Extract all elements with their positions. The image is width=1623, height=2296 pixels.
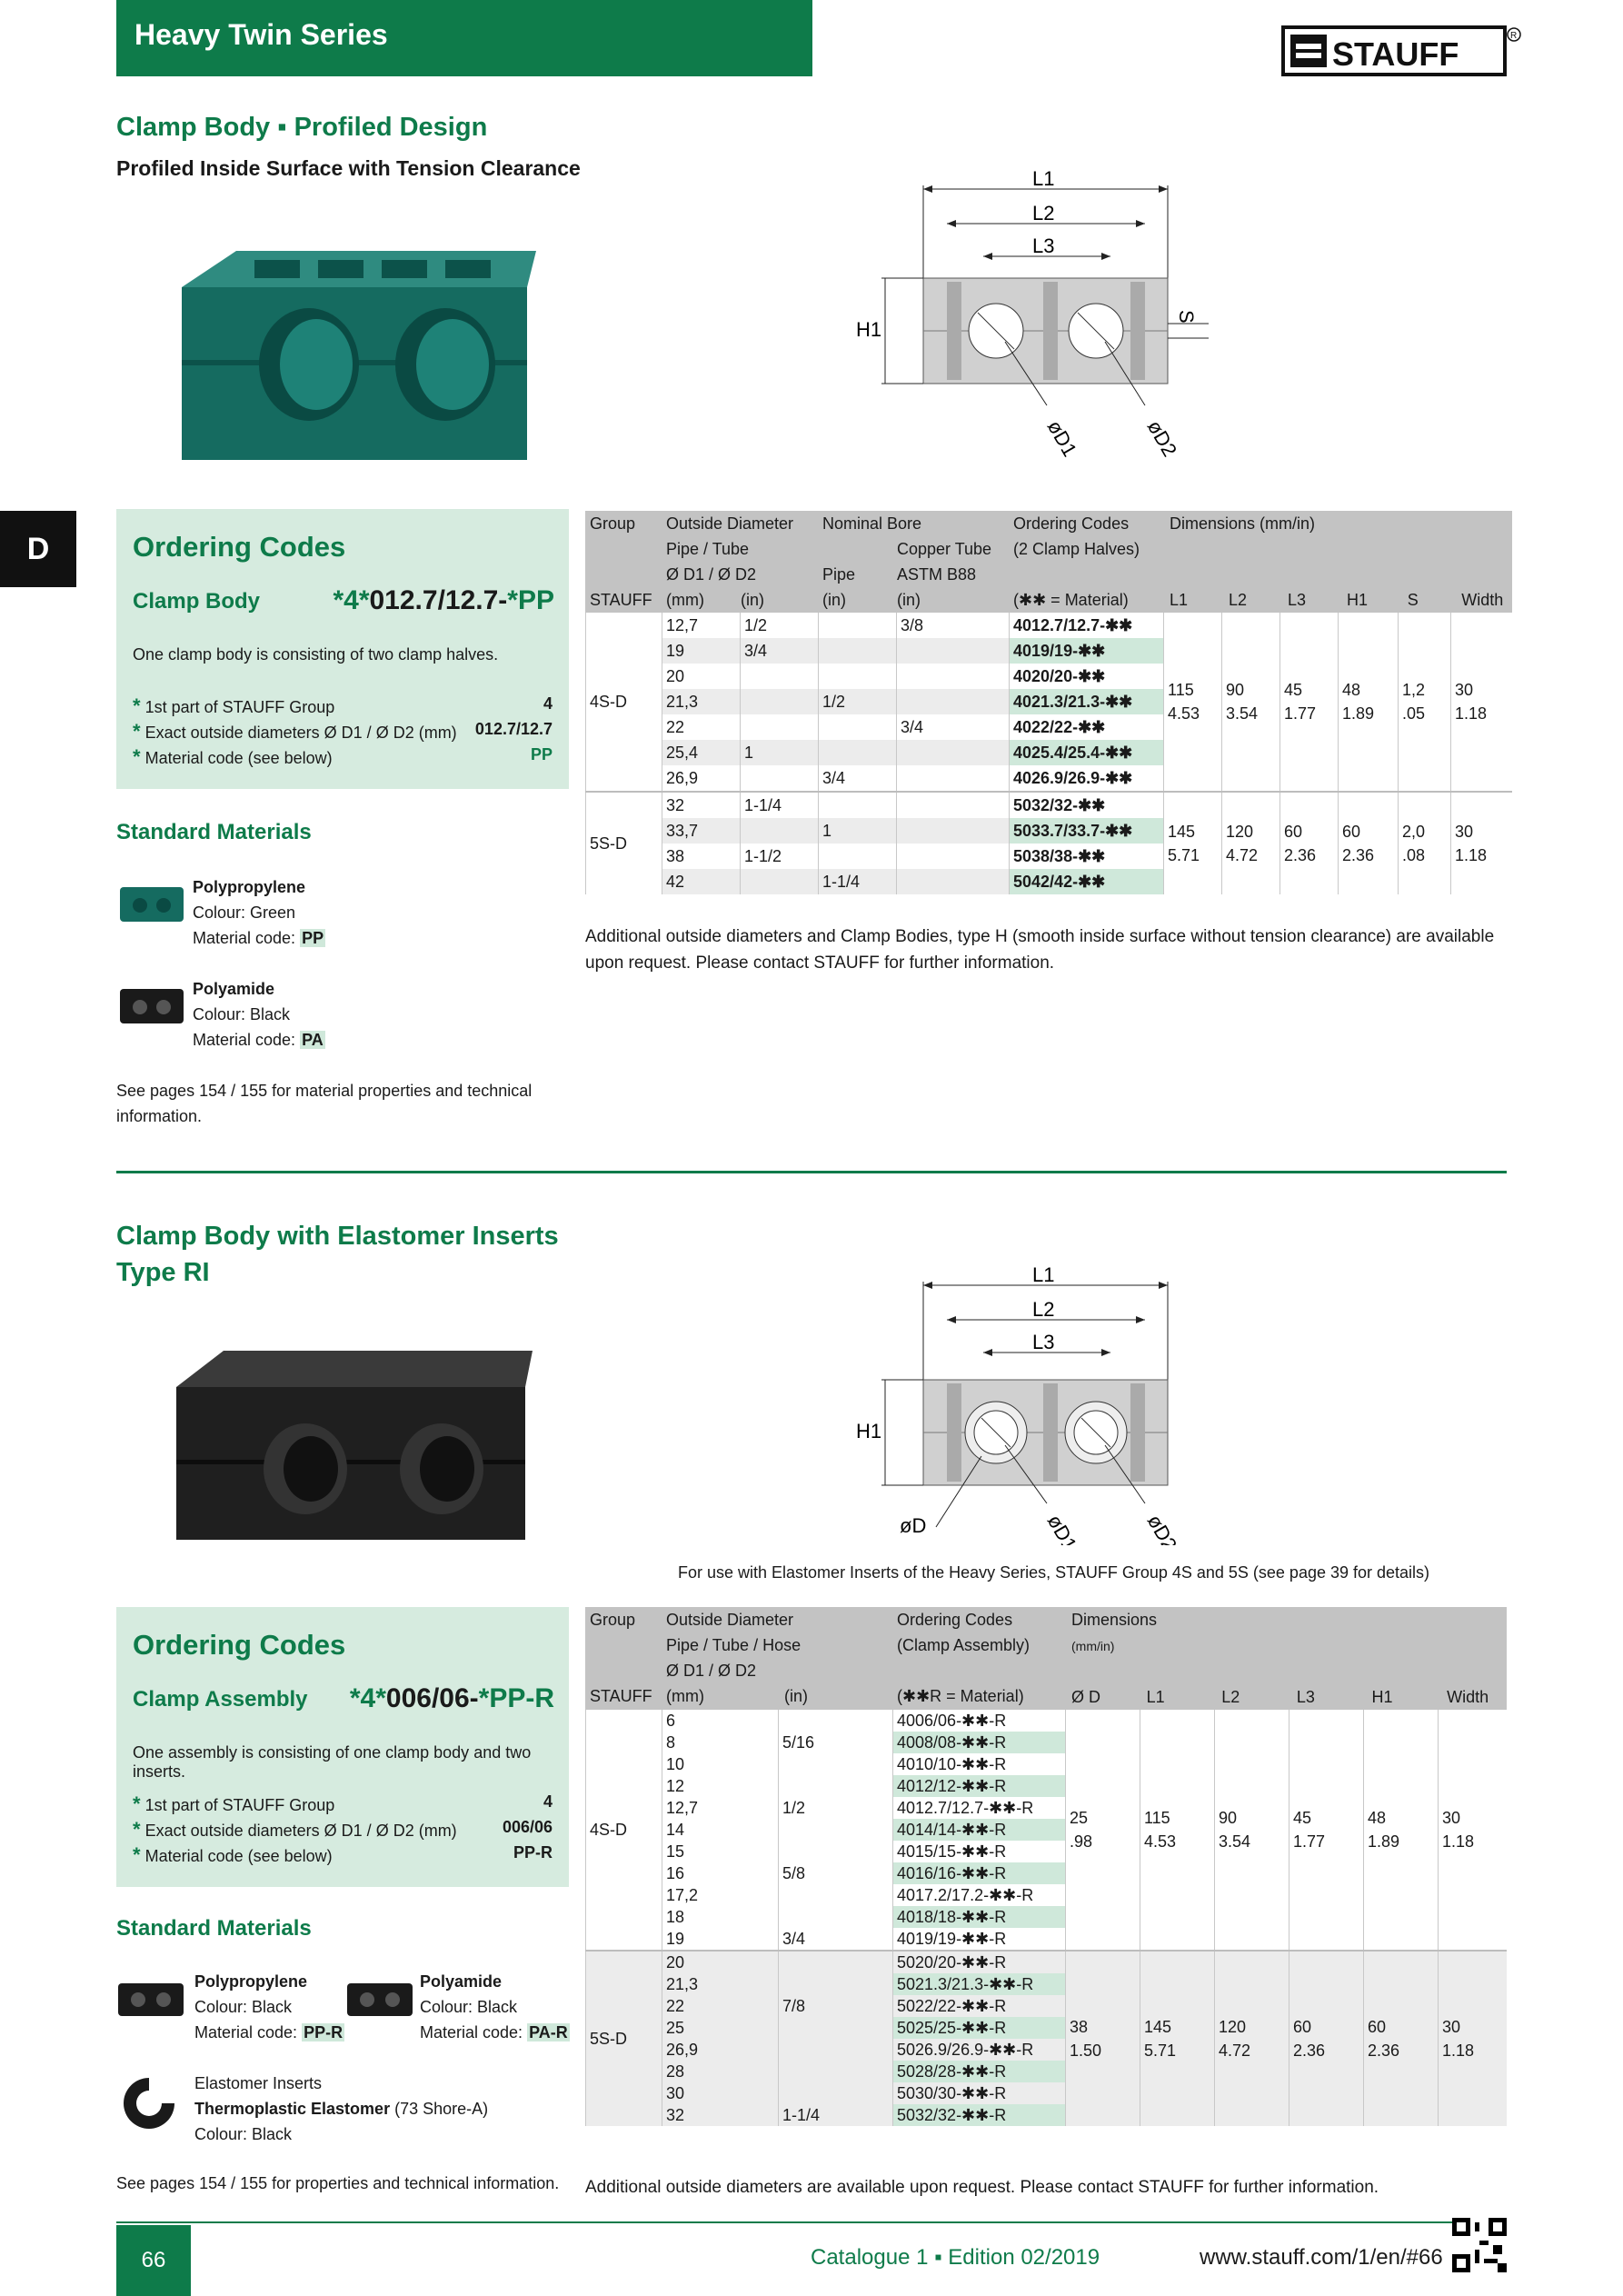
ordering-code-cell: 5028/28-✱✱-R: [893, 2061, 1066, 2082]
cell-in: [779, 1775, 893, 1797]
ordering-code-cell: 5021.3/21.3-✱✱-R: [893, 1973, 1066, 1995]
svg-text:S: S: [1175, 310, 1198, 324]
svg-text:øD1: øD1: [1042, 1511, 1082, 1545]
cell-mm: 25,4: [662, 740, 741, 765]
ordering-code-cell: 5032/32-✱✱-R: [893, 2104, 1066, 2126]
cell-ct: [897, 740, 1010, 765]
dim-H1: 60 2.36: [1339, 792, 1399, 894]
clamp-body-label: Clamp Body: [133, 589, 261, 614]
cell-pipe: 1-1/4: [819, 869, 897, 894]
table-row: [586, 613, 1512, 638]
cell-in: [741, 765, 819, 792]
dim-W: 30 1.18: [1439, 1951, 1507, 2126]
cell-in: [741, 869, 819, 894]
ordering-code-cell: 4019/19-✱✱: [1010, 638, 1164, 664]
cell-ct: [897, 792, 1010, 818]
group-cell: 5S-D: [586, 1951, 662, 2126]
cell-ct: 3/8: [897, 613, 1010, 638]
clamp-assembly-ri-image: [169, 1333, 542, 1555]
th-group: Group STAUFF: [586, 511, 662, 613]
section1-title: Clamp Body ▪ Profiled Design: [116, 113, 488, 142]
cell-ct: [897, 869, 1010, 894]
page-number: 66: [116, 2225, 191, 2296]
cell-mm: 28: [662, 2061, 779, 2082]
elastomer-insert-text: Elastomer Inserts Thermoplastic Elastomer (73 Shore-A) Colour: Black: [194, 2074, 489, 2143]
dim-L3: 60 2.36: [1280, 792, 1339, 894]
svg-text:øD: øD: [900, 1514, 927, 1537]
section1-subtitle: Profiled Inside Surface with Tension Clearance: [116, 156, 581, 180]
ordering-code-cell: 4016/16-✱✱-R: [893, 1862, 1066, 1884]
cell-in: 5/8: [779, 1862, 893, 1884]
dim-L2: 90 3.54: [1215, 1710, 1289, 1951]
cell-pipe: [819, 844, 897, 869]
cell-in: [779, 1951, 893, 1973]
cell-in: [779, 1906, 893, 1928]
cell-in: 3/4: [779, 1928, 893, 1951]
pp-material-text: Polypropylene Colour: Green Material code: PP: [193, 878, 324, 947]
ordering-code-example: *4*012.7/12.7-*PP: [333, 585, 554, 615]
cell-mm: 8: [662, 1732, 779, 1753]
th2-outside-diameter: Outside Diameter Pipe / Tube / Hose Ø D1 / Ø D2 (mm) (in): [662, 1607, 893, 1710]
cell-in: 5/16: [779, 1732, 893, 1753]
dim-D: 25 .98: [1066, 1710, 1140, 1951]
cell-in: 1-1/4: [779, 2104, 893, 2126]
cell-pipe: [819, 613, 897, 638]
cell-ct: [897, 844, 1010, 869]
ordering2-line-3: * Material code (see below) PP-R: [133, 1843, 553, 1866]
dim-S: 2,0 .08: [1399, 792, 1451, 894]
section2-type: Type RI: [116, 1258, 210, 1287]
cell-mm: 17,2: [662, 1884, 779, 1906]
dim-L1: 115 4.53: [1140, 1710, 1215, 1951]
cell-ct: [897, 689, 1010, 714]
cell-pipe: [819, 638, 897, 664]
ordering-code-cell: 5033.7/33.7-✱✱: [1010, 818, 1164, 844]
ordering-codes-box-2: [116, 1607, 569, 1887]
ordering-code-cell: 4025.4/25.4-✱✱: [1010, 740, 1164, 765]
qr-code-icon[interactable]: [1452, 2218, 1507, 2277]
pp-r-material-text: Polypropylene Colour: Black Material code: PP-R: [194, 1972, 344, 2041]
th-ordering-codes: Ordering Codes (2 Clamp Halves) (✱✱ = Material): [1010, 511, 1164, 613]
ordering-codes-box-1: [116, 509, 569, 789]
cell-in: [741, 664, 819, 689]
footer-url[interactable]: www.stauff.com/1/en/#66: [1200, 2245, 1443, 2270]
cell-ct: [897, 664, 1010, 689]
cell-mm: 38: [662, 844, 741, 869]
cell-in: 1/2: [741, 613, 819, 638]
dim-H1: 48 1.89: [1364, 1710, 1439, 1951]
additional-note-2: Additional outside diameters are available upon request. Please contact STAUFF for further information.: [585, 2178, 1379, 2197]
cell-mm: 20: [662, 1951, 779, 1973]
cell-mm: 18: [662, 1906, 779, 1928]
ordering-desc-2: One assembly is consisting of one clamp body and two inserts.: [133, 1743, 532, 1781]
cell-mm: 22: [662, 714, 741, 740]
dim-H1: 60 2.36: [1364, 1951, 1439, 2126]
svg-text:L1: L1: [1032, 167, 1055, 190]
spec-table-elastomer: [585, 1607, 1507, 2126]
ordering-code-cell: 4019/19-✱✱-R: [893, 1928, 1066, 1951]
cell-mm: 26,9: [662, 2039, 779, 2061]
th2-group: Group STAUFF: [586, 1607, 662, 1710]
ordering-line-3: * Material code (see below) PP: [133, 745, 553, 768]
dim-S: 1,2 .05: [1399, 613, 1451, 792]
svg-text:L1: L1: [1032, 1263, 1055, 1286]
dim-L2: 90 3.54: [1222, 613, 1280, 792]
dim-W: 30 1.18: [1451, 613, 1512, 792]
section2-title: Clamp Body with Elastomer Inserts: [116, 1222, 559, 1251]
footer-divider: [116, 2221, 1507, 2223]
catalogue-edition: Catalogue 1 ▪ Edition 02/2019: [811, 2245, 1100, 2270]
ordering-code-cell: 4010/10-✱✱-R: [893, 1753, 1066, 1775]
cell-mm: 30: [662, 2082, 779, 2104]
cell-mm: 32: [662, 792, 741, 818]
svg-text:L2: L2: [1032, 202, 1055, 225]
clamp-body-pp-image: [173, 233, 554, 474]
standard-materials-title-1: Standard Materials: [116, 820, 312, 844]
dim-D: 38 1.50: [1066, 1951, 1140, 2126]
ordering-code-cell: 5020/20-✱✱-R: [893, 1951, 1066, 1973]
cell-in: 1-1/4: [741, 792, 819, 818]
cell-mm: 12,7: [662, 613, 741, 638]
dim-L3: 60 2.36: [1289, 1951, 1364, 2126]
dim-W: 30 1.18: [1451, 792, 1512, 894]
dim-W: 30 1.18: [1439, 1710, 1507, 1951]
table-row: [586, 792, 1512, 818]
ordering-code-cell: 4026.9/26.9-✱✱: [1010, 765, 1164, 792]
ordering-codes-title: Ordering Codes: [133, 531, 346, 563]
svg-text:H1: H1: [856, 1420, 882, 1442]
cell-mm: 22: [662, 1995, 779, 2017]
cell-in: 7/8: [779, 1995, 893, 2017]
see-pages-note-1: See pages 154 / 155 for material properties and technical information.: [116, 1082, 533, 1125]
cell-in: [779, 2082, 893, 2104]
ordering-code-cell: 4012.7/12.7-✱✱: [1010, 613, 1164, 638]
cell-mm: 26,9: [662, 765, 741, 792]
th-dimensions: Dimensions (mm/in) L1 L2 L3 H1 S Width: [1164, 511, 1512, 613]
ordering-codes-title-2: Ordering Codes: [133, 1629, 346, 1661]
cell-mm: 25: [662, 2017, 779, 2039]
cell-mm: 12: [662, 1775, 779, 1797]
cell-in: [779, 1973, 893, 1995]
cell-pipe: 3/4: [819, 765, 897, 792]
svg-text:H1: H1: [856, 318, 882, 341]
ordering-code-cell: 5022/22-✱✱-R: [893, 1995, 1066, 2017]
pp-material-icon: [118, 880, 187, 930]
dim-L3: 45 1.77: [1289, 1710, 1364, 1951]
cell-pipe: 1/2: [819, 689, 897, 714]
dim-L2: 120 4.72: [1215, 1951, 1289, 2126]
ordering-code-cell: 4017.2/17.2-✱✱-R: [893, 1884, 1066, 1906]
pa-material-text: Polyamide Colour: Black Material code: PA: [193, 980, 324, 1049]
cell-in: [741, 714, 819, 740]
ordering-code-cell: 4014/14-✱✱-R: [893, 1819, 1066, 1841]
svg-text:øD2: øD2: [1142, 1511, 1182, 1545]
cell-in: [779, 1841, 893, 1862]
section-divider: [116, 1171, 1507, 1173]
cell-pipe: [819, 792, 897, 818]
cell-in: 3/4: [741, 638, 819, 664]
ordering-desc: One clamp body is consisting of two clamp halves.: [133, 645, 499, 664]
th-outside-diameter: Outside Diameter Pipe / Tube Ø D1 / Ø D2 (mm) (in): [662, 511, 819, 613]
dim-H1: 48 1.89: [1339, 613, 1399, 792]
th-nominal-bore: Nominal Bore Copper Tube Pipe ASTM B88 (in) (in): [819, 511, 1010, 613]
cell-in: [779, 2061, 893, 2082]
cell-in: [741, 818, 819, 844]
th2-dimensions: Dimensions (mm/in) Ø D L1 L2 L3 H1 Width: [1066, 1607, 1507, 1710]
svg-text:L2: L2: [1032, 1298, 1055, 1321]
section-tab[interactable]: D: [0, 511, 76, 587]
cell-in: [779, 1884, 893, 1906]
pa-material-icon: [118, 982, 187, 1032]
group-cell: 4S-D: [586, 613, 662, 792]
ordering-lines: [133, 694, 553, 771]
table-row: [586, 1710, 1507, 1732]
svg-text:øD2: øD2: [1142, 416, 1182, 460]
clamp-assembly-label: Clamp Assembly: [133, 1687, 308, 1712]
cell-in: [779, 1819, 893, 1841]
cell-pipe: [819, 664, 897, 689]
svg-text:STAUFF: STAUFF: [1332, 35, 1459, 73]
spec-table-profiled: [585, 511, 1512, 894]
group-cell: 5S-D: [586, 792, 662, 894]
dim-L1: 145 5.71: [1140, 1951, 1215, 2126]
th2-ordering-codes: Ordering Codes (Clamp Assembly) (✱✱R = Material): [893, 1607, 1066, 1710]
cell-mm: 21,3: [662, 689, 741, 714]
cell-mm: 10: [662, 1753, 779, 1775]
ordering2-line-2: * Exact outside diameters Ø D1 / Ø D2 (mm) 006/06: [133, 1818, 553, 1841]
cell-pipe: 1: [819, 818, 897, 844]
cell-mm: 19: [662, 1928, 779, 1951]
dim-L3: 45 1.77: [1280, 613, 1339, 792]
svg-text:R: R: [1510, 31, 1518, 41]
ordering-code-cell: 4020/20-✱✱: [1010, 664, 1164, 689]
ordering-code-cell: 4012.7/12.7-✱✱-R: [893, 1797, 1066, 1819]
ordering-code-cell: 4018/18-✱✱-R: [893, 1906, 1066, 1928]
dim-L1: 145 5.71: [1164, 792, 1222, 894]
cell-in: [741, 689, 819, 714]
elastomer-insert-icon: [116, 2071, 182, 2141]
ordering-code-cell: 4022/22-✱✱: [1010, 714, 1164, 740]
cell-mm: 12,7: [662, 1797, 779, 1819]
ordering-code-cell: 4021.3/21.3-✱✱: [1010, 689, 1164, 714]
pa-r-material-text: Polyamide Colour: Black Material code: PA-R: [420, 1972, 568, 2041]
ordering-code-cell: 4006/06-✱✱-R: [893, 1710, 1066, 1732]
ordering-code-cell: 5026.9/26.9-✱✱-R: [893, 2039, 1066, 2061]
svg-text:øD1: øD1: [1042, 416, 1082, 460]
pp-r-material-icon: [116, 1978, 187, 2024]
dim-L2: 120 4.72: [1222, 792, 1280, 894]
series-header-bar: [116, 0, 812, 76]
cell-in: [779, 2039, 893, 2061]
cell-ct: [897, 765, 1010, 792]
ordering-code-cell: 4008/08-✱✱-R: [893, 1732, 1066, 1753]
ordering-code-example-2: *4*006/06-*PP-R: [349, 1683, 554, 1713]
ordering-code-cell: 5032/32-✱✱: [1010, 792, 1164, 818]
series-title: Heavy Twin Series: [134, 18, 388, 51]
cell-in: 1/2: [779, 1797, 893, 1819]
dim-L1: 115 4.53: [1164, 613, 1222, 792]
ordering-code-cell: 5042/42-✱✱: [1010, 869, 1164, 894]
cell-mm: 32: [662, 2104, 779, 2126]
cell-in: [779, 2017, 893, 2039]
elastomer-use-note: For use with Elastomer Inserts of the Heavy Series, STAUFF Group 4S and 5S (see page 39 for details): [678, 1563, 1430, 1582]
cell-mm: 15: [662, 1841, 779, 1862]
group-cell: 4S-D: [586, 1710, 662, 1951]
stauff-logo: [1281, 25, 1518, 76]
cell-in: 1: [741, 740, 819, 765]
cell-in: 1-1/2: [741, 844, 819, 869]
ordering-line-1: * 1st part of STAUFF Group 4: [133, 694, 553, 717]
see-pages-note-2: See pages 154 / 155 for properties and technical information.: [116, 2174, 560, 2192]
pa-r-material-icon: [345, 1978, 416, 2024]
cell-ct: 3/4: [897, 714, 1010, 740]
ordering-code-cell: 5030/30-✱✱-R: [893, 2082, 1066, 2104]
cell-mm: 33,7: [662, 818, 741, 844]
clamp-assembly-dimension-diagram: [845, 1263, 1227, 1550]
clamp-body-dimension-diagram: [845, 160, 1227, 464]
cell-mm: 21,3: [662, 1973, 779, 1995]
ordering-lines-2: [133, 1792, 553, 1869]
cell-mm: 16: [662, 1862, 779, 1884]
ordering-line-2: * Exact outside diameters Ø D1 / Ø D2 (mm) 012.7/12.7: [133, 720, 553, 743]
svg-text:L3: L3: [1032, 1331, 1055, 1353]
cell-mm: 42: [662, 869, 741, 894]
svg-text:L3: L3: [1032, 235, 1055, 257]
standard-materials-title-2: Standard Materials: [116, 1916, 312, 1941]
cell-pipe: [819, 740, 897, 765]
cell-mm: 14: [662, 1819, 779, 1841]
ordering-code-cell: 4015/15-✱✱-R: [893, 1841, 1066, 1862]
ordering-code-cell: 5025/25-✱✱-R: [893, 2017, 1066, 2039]
cell-ct: [897, 638, 1010, 664]
cell-mm: 20: [662, 664, 741, 689]
cell-mm: 19: [662, 638, 741, 664]
additional-note-1: Additional outside diameters and Clamp Bodies, type H (smooth inside surface without tension clearance) are available upon request. Please contact STAUFF for further information.: [585, 927, 1495, 973]
cell-in: [779, 1753, 893, 1775]
cell-mm: 6: [662, 1710, 779, 1732]
table-row: [586, 1951, 1507, 1973]
ordering2-line-1: * 1st part of STAUFF Group 4: [133, 1792, 553, 1815]
cell-in: [779, 1710, 893, 1732]
ordering-code-cell: 5038/38-✱✱: [1010, 844, 1164, 869]
cell-ct: [897, 818, 1010, 844]
cell-pipe: [819, 714, 897, 740]
ordering-code-cell: 4012/12-✱✱-R: [893, 1775, 1066, 1797]
